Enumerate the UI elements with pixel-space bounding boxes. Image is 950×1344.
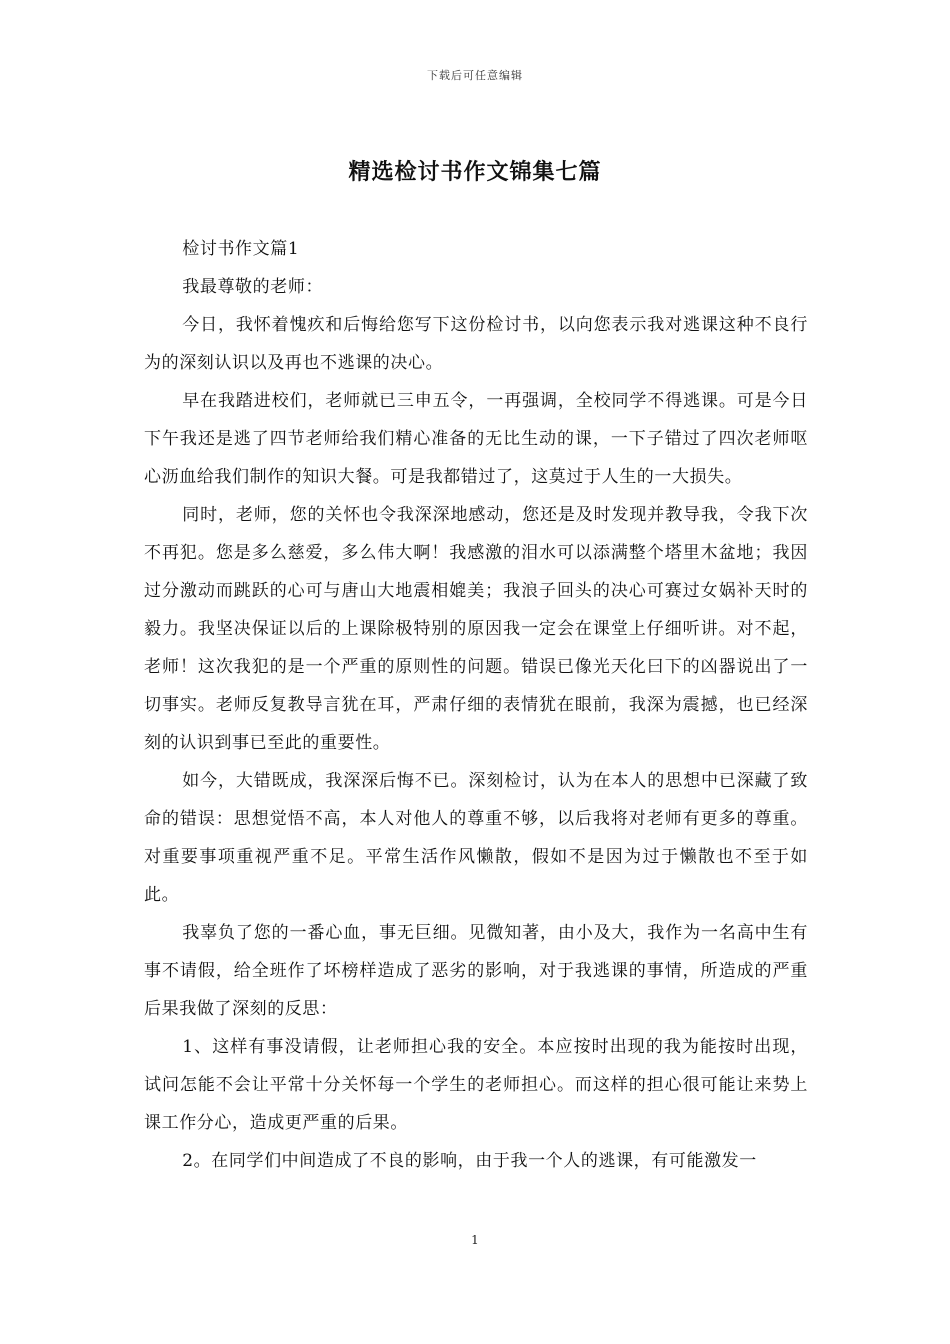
section-heading: 检讨书作文篇1: [182, 239, 300, 259]
paragraph: 今日，我怀着愧疚和后悔给您写下这份检讨书，以向您表示我对逃课这种不良行为的深刻认识以及再也不逃课的决心。: [144, 315, 808, 373]
paragraph: 同时，老师，您的关怀也令我深深地感动，您还是及时发现并教导我，令我下次不再犯。您是多么慈爱，多么伟大啊！我感激的泪水可以添满整个塔里木盆地；我因过分激动而跳跃的心可与唐山大地震相媲美；我浪子回头的决心可赛过女娲补天时的毅力。我坚决保证以后的上课除极特别的原因我一定会在课堂上仔细听讲。对不起，老师！这次我犯的是一个严重的原则性的问题。错误已像光天化曰下的凶器说出了一切事实。老师反复教导言犹在耳，严肃仔细的表情犹在眼前，我深为震撼，也已经深刻的认识到事已至此的重要性。: [144, 505, 808, 753]
header-note: 下载后可任意编辑: [427, 69, 523, 82]
paragraph: 我辜负了您的一番心血，事无巨细。见微知著，由小及大，我作为一名高中生有事不请假，给全班作了坏榜样造成了恶劣的影响，对于我逃课的事情，所造成的严重后果我做了深刻的反思：: [144, 923, 808, 1019]
document-title: 精选检讨书作文锦集七篇: [348, 159, 602, 185]
document-body: [144, 230, 808, 1180]
paragraph: 1、这样有事没请假，让老师担心我的安全。本应按时出现的我为能按时出现，试问怎能不会让平常十分关怀每一个学生的老师担心。而这样的担心很可能让来势上课工作分心，造成更严重的后果。: [144, 1037, 808, 1133]
salutation: 我最尊敬的老师：: [182, 277, 324, 297]
paragraph: 2。在同学们中间造成了不良的影响，由于我一个人的逃课，有可能激发一: [182, 1151, 757, 1171]
paragraph: 早在我踏进校们，老师就已三申五令，一再强调，全校同学不得逃课。可是今日下午我还是逃了四节老师给我们精心准备的无比生动的课，一下子错过了四次老师呕心沥血给我们制作的知识大餐。可是我都错过了，这莫过于人生的一大损失。: [144, 391, 808, 487]
paragraph: 如今，大错既成，我深深后悔不已。深刻检讨，认为在本人的思想中已深藏了致命的错误：思想觉悟不高，本人对他人的尊重不够，以后我将对老师有更多的尊重。对重要事项重视严重不足。平常生活作风懒散，假如不是因为过于懒散也不至于如此。: [144, 771, 808, 905]
page-number: 1: [471, 1233, 479, 1247]
